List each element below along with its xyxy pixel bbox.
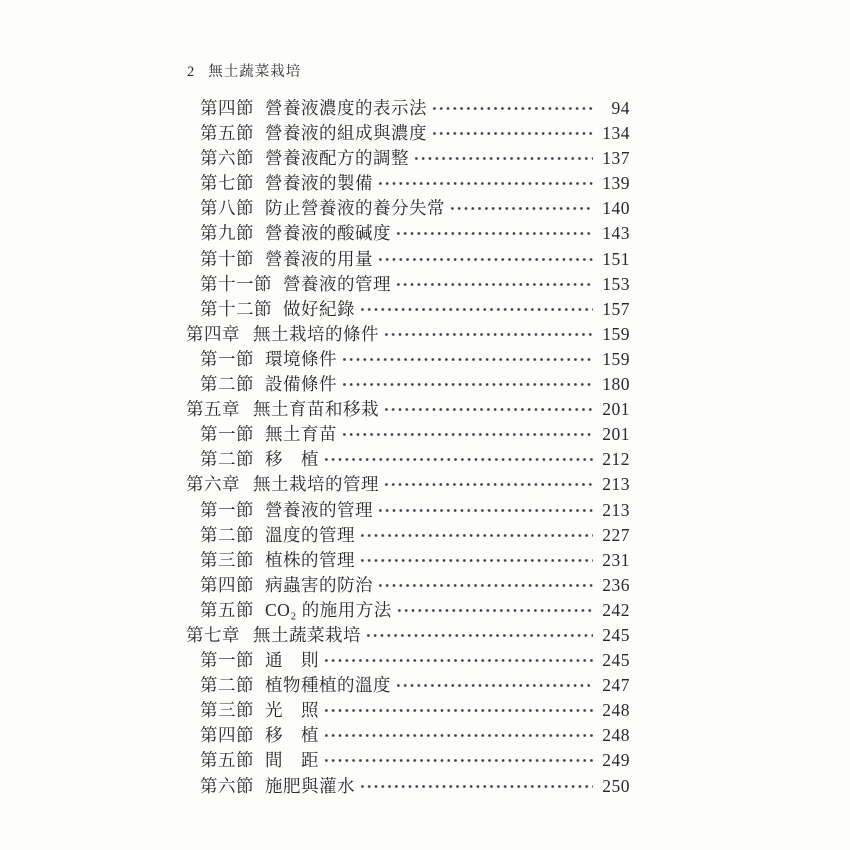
toc-entry-label: 第一節 [200, 424, 254, 445]
dotted-leader [413, 153, 593, 164]
toc-entry-label: 第四節 [200, 98, 254, 118]
toc-entry-label: 第九節 [200, 223, 254, 244]
dotted-leader [383, 404, 593, 415]
toc-entry-section [186, 196, 630, 221]
toc-entry-title: 環境條件 [265, 348, 337, 369]
dotted-leader [341, 354, 593, 365]
toc-entry-title: 無土育苗 [265, 424, 337, 445]
toc-entry-page: 245 [602, 650, 630, 671]
toc-entry-label: 第十二節 [200, 298, 272, 319]
toc-entry-section [186, 648, 630, 673]
dotted-leader [449, 203, 593, 214]
toc-entry-label: 第五節 [200, 599, 254, 620]
toc-entry-section [186, 272, 630, 297]
toc-entry-page: 139 [602, 173, 630, 194]
dotted-leader [341, 379, 593, 390]
toc-entry-page: 201 [602, 424, 630, 445]
toc-entry-section [186, 422, 630, 447]
toc-entry-title: 營養液的組成與濃度 [265, 123, 427, 144]
toc-entry-page: 159 [602, 348, 630, 369]
toc-entry-title: 營養液的管理 [265, 499, 373, 520]
toc-entry-title: 營養液的用量 [265, 248, 373, 269]
toc-entry-title: 光 照 [265, 700, 319, 721]
toc-entry-section [186, 548, 630, 573]
toc-entry-page: 249 [602, 750, 630, 771]
toc-entry-title: 設備條件 [265, 374, 337, 395]
toc-entry-label: 第一節 [200, 499, 254, 520]
running-title: 無土蔬菜栽培 [208, 64, 302, 80]
toc-entry-chapter [186, 397, 630, 422]
toc-entry-title: 施肥與灌水 [265, 775, 355, 796]
dotted-leader [395, 279, 593, 290]
toc-entry-page: 201 [602, 399, 630, 420]
toc-entry-title: 移 植 [265, 725, 319, 746]
toc-entry-title: 植株的管理 [265, 549, 355, 570]
toc-entry-chapter [186, 472, 630, 497]
toc-entry-title: 營養液配方的調整 [265, 148, 409, 169]
dotted-leader [395, 228, 593, 239]
toc-entry-label: 第八節 [200, 198, 254, 219]
toc-entry-page: 180 [602, 374, 630, 395]
toc-entry-label: 第六節 [200, 148, 254, 169]
toc-entry-page: 247 [602, 675, 630, 696]
dotted-leader [377, 505, 593, 516]
dotted-leader [323, 755, 593, 766]
toc-entry-page: 143 [602, 223, 630, 244]
toc-entry-label: 第六節 [200, 775, 254, 796]
running-header [187, 60, 301, 81]
toc-entry-section [186, 146, 630, 171]
toc-entry-title: 溫度的管理 [265, 524, 355, 545]
toc-entry-title: 間 距 [265, 750, 319, 771]
dotted-leader [323, 730, 593, 741]
toc-entry-section [186, 698, 630, 723]
toc-entry-page: 212 [602, 449, 630, 470]
toc-entry-label: 第一節 [200, 650, 254, 671]
toc-entry-section [186, 121, 630, 146]
toc-entry-title: 無土栽培的管理 [253, 474, 379, 495]
toc-entry-title: 病蟲害的防治 [265, 574, 373, 595]
toc-entry-title: 無土栽培的條件 [253, 323, 379, 344]
toc-entry-page: 248 [602, 725, 630, 746]
dotted-leader [396, 605, 593, 616]
toc-entry-page: 153 [602, 273, 630, 294]
dotted-leader [431, 128, 593, 139]
toc-entry-page: 250 [602, 775, 630, 796]
toc-entry-title: 無土育苗和移栽 [253, 399, 379, 420]
dotted-leader [359, 555, 593, 566]
toc-entry-page: 245 [602, 624, 630, 645]
toc-entry-label: 第七節 [200, 173, 254, 194]
toc-entry-section [186, 598, 630, 623]
toc-entry-title: 營養液的管理 [283, 273, 391, 294]
toc-entry-section [186, 96, 630, 121]
toc-entry-section [186, 748, 630, 773]
dotted-leader [359, 530, 593, 541]
toc-entry-label: 第十節 [200, 248, 254, 269]
dotted-leader [377, 178, 593, 189]
toc-entry-label: 第五章 [186, 399, 240, 420]
toc-entry-section [186, 372, 630, 397]
toc-entry-page: 242 [602, 599, 630, 620]
toc-entry-title: 移 植 [265, 449, 319, 470]
dotted-leader [383, 329, 593, 340]
toc-entry-section [186, 673, 630, 698]
dotted-leader [377, 254, 593, 265]
toc-entry-title: 植物種植的溫度 [265, 675, 391, 696]
toc-entry-label: 第五節 [200, 123, 254, 144]
toc-entry-page: 213 [602, 499, 630, 520]
dotted-leader [323, 655, 593, 666]
toc-entry-label: 第五節 [200, 750, 254, 771]
toc-entry-page: 213 [602, 474, 630, 495]
toc-entry-title: 通 則 [265, 650, 319, 671]
toc-entry-title: 無土蔬菜栽培 [253, 624, 361, 645]
toc-entry-page: 227 [602, 524, 630, 545]
toc-entry-label: 第二節 [200, 449, 254, 470]
toc-entry-section [186, 347, 630, 372]
dotted-leader [395, 680, 593, 691]
toc-entry-label: 第三節 [200, 700, 254, 721]
toc-entry-page: 236 [602, 574, 630, 595]
toc-entry-label: 第七章 [186, 624, 240, 645]
toc-entry-label: 第二節 [200, 675, 254, 696]
toc-entry-label: 第四章 [186, 323, 240, 344]
toc-entry-title: 防止營養液的養分失常 [265, 198, 445, 219]
toc-entry-title: CO₂ 的施用方法 [265, 599, 392, 620]
dotted-leader [431, 103, 593, 114]
toc-entry-section [186, 247, 630, 272]
toc-entry-section [186, 523, 630, 548]
toc-entry-section [186, 297, 630, 322]
dotted-leader [359, 304, 593, 315]
toc-entry-page: 140 [602, 198, 630, 219]
toc-entry-label: 第四節 [200, 574, 254, 595]
toc-entry-section [186, 498, 630, 523]
toc-entry-label: 第三節 [200, 549, 254, 570]
toc-entry-label: 第二節 [200, 524, 254, 545]
toc-entry-page: 248 [602, 700, 630, 721]
dotted-leader [323, 705, 593, 716]
toc-entry-page: 157 [602, 298, 630, 319]
dotted-leader [383, 479, 593, 490]
dotted-leader [341, 429, 593, 440]
toc-entry-section [186, 171, 630, 196]
toc-entry-title: 營養液的製備 [265, 173, 373, 194]
toc-entry-label: 第四節 [200, 725, 254, 746]
dotted-leader [323, 454, 593, 465]
toc-entry-label: 第十一節 [200, 273, 272, 294]
toc-entry-title: 營養液濃度的表示法 [265, 98, 427, 118]
toc-entry-chapter [186, 322, 630, 347]
toc-entry-section [186, 723, 630, 748]
toc-entry-section [186, 221, 630, 246]
toc-entry-page: 159 [602, 323, 630, 344]
toc-entry-title: 營養液的酸碱度 [265, 223, 391, 244]
toc-entry-page: 134 [602, 123, 630, 144]
toc-entry-section [186, 573, 630, 598]
toc-entry-page: 151 [602, 248, 630, 269]
toc-entry-page: 94 [611, 98, 630, 118]
toc-entry-label: 第一節 [200, 348, 254, 369]
dotted-leader [365, 630, 593, 641]
toc-entry-page: 137 [602, 148, 630, 169]
toc-entry-section [186, 774, 630, 799]
toc-entry-chapter [186, 623, 630, 648]
toc-entry-label: 第二節 [200, 374, 254, 395]
toc-list [186, 96, 630, 799]
dotted-leader [359, 781, 593, 792]
toc-entry-label: 第六章 [186, 474, 240, 495]
toc-entry-title: 做好紀錄 [283, 298, 355, 319]
dotted-leader [377, 580, 593, 591]
toc-entry-page: 231 [602, 549, 630, 570]
page-number: 2 [187, 64, 196, 80]
toc-entry-section [186, 447, 630, 472]
